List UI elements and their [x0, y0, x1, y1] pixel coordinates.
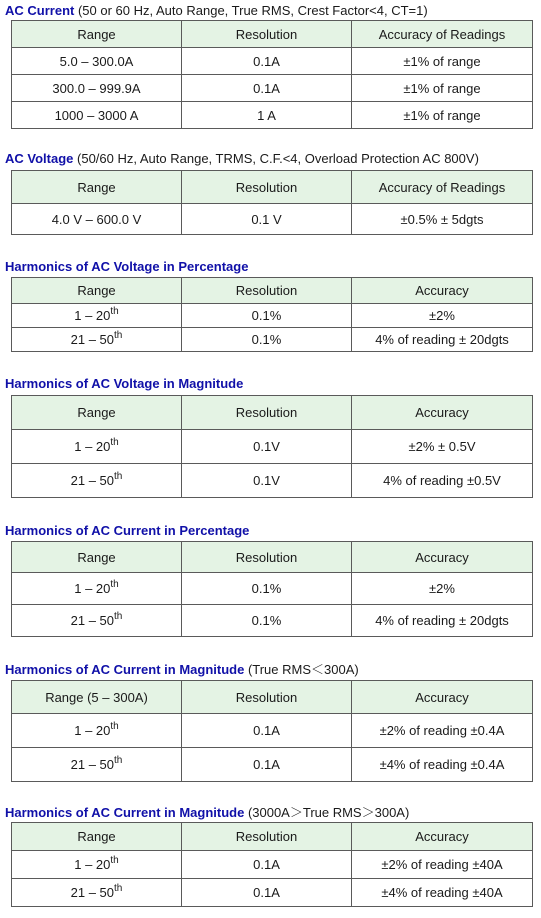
table-body: [12, 714, 533, 782]
column-header-resolution: Resolution: [182, 171, 352, 204]
ordinal-suffix: th: [110, 436, 119, 448]
table-header: [12, 396, 533, 430]
table-row: [12, 573, 533, 605]
table-row: [12, 102, 533, 129]
table-row: [12, 464, 533, 498]
table-row: [12, 879, 533, 907]
column-header-resolution: Resolution: [182, 396, 352, 430]
column-header-resolution: Resolution: [182, 278, 352, 304]
table-body: [12, 304, 533, 352]
cell-accuracy: ±2%: [352, 304, 533, 328]
column-header-resolution: Resolution: [182, 681, 352, 714]
spec-table: [11, 20, 533, 129]
cell-range: [12, 714, 182, 748]
spec-table: [11, 822, 533, 907]
section-heading: [5, 523, 249, 539]
spec-table: [11, 680, 533, 782]
section-heading: [5, 376, 243, 392]
section-note: (50 or 60 Hz, Auto Range, True RMS, Crest Factor<4, CT=1): [77, 3, 428, 18]
ordinal-suffix: th: [110, 305, 119, 317]
table-row: [12, 304, 533, 328]
table-header: [12, 542, 533, 573]
table-header: [12, 171, 533, 204]
section-title: Harmonics of AC Current in Percentage: [5, 523, 250, 538]
cell-range: [12, 879, 182, 907]
header-row: [12, 278, 533, 304]
cell-accuracy: ±2% of reading ±0.4A: [352, 714, 533, 748]
range-value: 1 – 20: [74, 308, 111, 323]
table-body: [12, 48, 533, 129]
column-header-accuracy: Accuracy of Readings: [352, 21, 533, 48]
cell-resolution: 0.1 V: [182, 204, 352, 235]
column-header-accuracy: Accuracy of Readings: [352, 171, 533, 204]
column-header-range: Range: [12, 171, 182, 204]
cell-range: [12, 204, 182, 235]
header-row: [12, 823, 533, 851]
cell-resolution: 0.1A: [182, 879, 352, 907]
ordinal-suffix: th: [114, 882, 123, 894]
section-heading: [5, 662, 359, 678]
ordinal-suffix: th: [114, 329, 123, 341]
column-header-range: Range: [12, 823, 182, 851]
ordinal-suffix: th: [114, 610, 123, 622]
cell-range: [12, 328, 182, 352]
table-row: [12, 748, 533, 782]
cell-range: [12, 748, 182, 782]
ordinal-suffix: th: [110, 854, 119, 866]
cell-range: [12, 851, 182, 879]
cell-accuracy: ±4% of reading ±40A: [352, 879, 533, 907]
cell-resolution: 0.1A: [182, 714, 352, 748]
spec-table: [11, 541, 533, 637]
table-body: [12, 430, 533, 498]
table-row: [12, 48, 533, 75]
range-value: 1 – 20: [74, 439, 111, 454]
cell-accuracy: ±1% of range: [352, 48, 533, 75]
section-heading: [5, 151, 479, 167]
column-header-range: Range: [12, 278, 182, 304]
range-value: 21 – 50: [70, 332, 115, 347]
cell-range: [12, 304, 182, 328]
column-header-range: Range (5 – 300A): [12, 681, 182, 714]
column-header-resolution: Resolution: [182, 823, 352, 851]
cell-range: [12, 48, 182, 75]
cell-accuracy: ±4% of reading ±0.4A: [352, 748, 533, 782]
range-value: 5.0 – 300.0A: [59, 53, 134, 69]
section-note: (50/60 Hz, Auto Range, TRMS, C.F.<4, Overload Protection AC 800V): [77, 151, 479, 166]
cell-accuracy: 4% of reading ± 20dgts: [352, 328, 533, 352]
cell-accuracy: ±0.5% ± 5dgts: [352, 204, 533, 235]
cell-accuracy: ±1% of range: [352, 102, 533, 129]
header-row: [12, 171, 533, 204]
section-title: AC Voltage: [5, 151, 74, 166]
cell-accuracy: ±2% of reading ±40A: [352, 851, 533, 879]
cell-accuracy: 4% of reading ± 20dgts: [352, 605, 533, 637]
cell-range: [12, 430, 182, 464]
column-header-resolution: Resolution: [182, 542, 352, 573]
header-row: [12, 681, 533, 714]
table-header: [12, 681, 533, 714]
section-title: Harmonics of AC Current in Magnitude: [5, 662, 245, 677]
cell-resolution: 0.1V: [182, 464, 352, 498]
section-title: Harmonics of AC Voltage in Magnitude: [5, 376, 244, 391]
section-note: (True RMS＜300A): [247, 662, 359, 677]
column-header-accuracy: Accuracy: [352, 396, 533, 430]
cell-resolution: 1 A: [182, 102, 352, 129]
ordinal-suffix: th: [110, 578, 119, 590]
cell-resolution: 0.1A: [182, 75, 352, 102]
column-header-accuracy: Accuracy: [352, 278, 533, 304]
cell-range: [12, 573, 182, 605]
table-header: [12, 278, 533, 304]
ordinal-suffix: th: [114, 754, 123, 766]
ordinal-suffix: th: [110, 720, 119, 732]
section-title: Harmonics of AC Voltage in Percentage: [5, 259, 249, 274]
table-row: [12, 204, 533, 235]
cell-accuracy: 4% of reading ±0.5V: [352, 464, 533, 498]
cell-resolution: 0.1A: [182, 748, 352, 782]
cell-resolution: 0.1%: [182, 573, 352, 605]
cell-range: [12, 75, 182, 102]
cell-resolution: 0.1V: [182, 430, 352, 464]
header-row: [12, 21, 533, 48]
table-row: [12, 714, 533, 748]
table-body: [12, 851, 533, 907]
cell-resolution: 0.1%: [182, 328, 352, 352]
column-header-accuracy: Accuracy: [352, 681, 533, 714]
section-heading: [5, 805, 409, 821]
table-row: [12, 430, 533, 464]
table-header: [12, 823, 533, 851]
header-row: [12, 396, 533, 430]
column-header-range: Range: [12, 542, 182, 573]
cell-range: [12, 605, 182, 637]
table-row: [12, 328, 533, 352]
range-value: 21 – 50: [70, 473, 115, 488]
column-header-accuracy: Accuracy: [352, 542, 533, 573]
cell-accuracy: ±2%: [352, 573, 533, 605]
spec-table: [11, 277, 533, 352]
header-row: [12, 542, 533, 573]
range-value: 4.0 V – 600.0 V: [51, 211, 142, 227]
cell-range: [12, 102, 182, 129]
range-value: 300.0 – 999.9A: [52, 80, 141, 96]
section-title: AC Current: [5, 3, 75, 18]
range-value: 21 – 50: [70, 757, 115, 772]
range-value: 1 – 20: [74, 857, 111, 872]
range-value: 21 – 50: [70, 885, 115, 900]
cell-accuracy: ±1% of range: [352, 75, 533, 102]
range-value: 21 – 50: [70, 613, 115, 628]
cell-resolution: 0.1%: [182, 304, 352, 328]
table-header: [12, 21, 533, 48]
column-header-resolution: Resolution: [182, 21, 352, 48]
column-header-accuracy: Accuracy: [352, 823, 533, 851]
column-header-range: Range: [12, 21, 182, 48]
table-row: [12, 605, 533, 637]
cell-range: [12, 464, 182, 498]
range-value: 1 – 20: [74, 581, 111, 596]
column-header-range: Range: [12, 396, 182, 430]
cell-resolution: 0.1A: [182, 48, 352, 75]
table-body: [12, 204, 533, 235]
section-heading: [5, 259, 248, 275]
ordinal-suffix: th: [114, 470, 123, 482]
cell-resolution: 0.1%: [182, 605, 352, 637]
section-heading: [5, 3, 428, 19]
section-title: Harmonics of AC Current in Magnitude: [5, 805, 245, 820]
table-row: [12, 75, 533, 102]
cell-resolution: 0.1A: [182, 851, 352, 879]
spec-table: [11, 395, 533, 498]
range-value: 1000 – 3000 A: [54, 107, 139, 123]
table-row: [12, 851, 533, 879]
spec-table: [11, 170, 533, 235]
range-value: 1 – 20: [74, 723, 111, 738]
table-body: [12, 573, 533, 637]
section-note: (3000A＞True RMS＞300A): [247, 805, 410, 820]
cell-accuracy: ±2% ± 0.5V: [352, 430, 533, 464]
